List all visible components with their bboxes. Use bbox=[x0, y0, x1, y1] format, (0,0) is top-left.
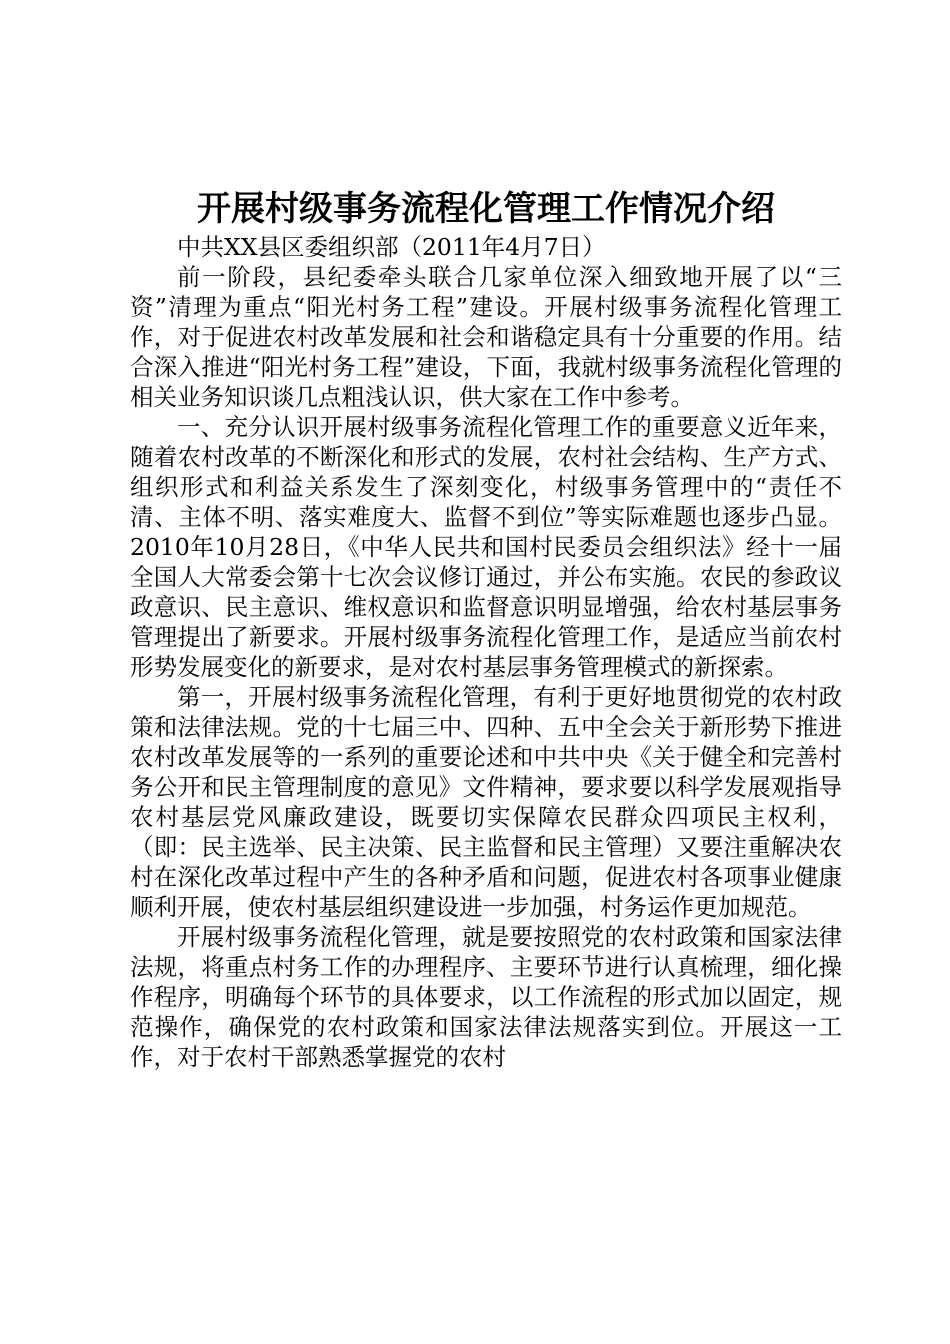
document-title: 开展村级事务流程化管理工作情况介绍 bbox=[197, 189, 775, 229]
paragraph-process-management: 开展村级事务流程化管理，就是要按照党的农村政策和国家法律法规，将重点村务工作的办理程序、主要环节进行认真梳理，细化操作程序，明确每个环节的具体要求，以工作流程的形式加以固定，规范操作，确保党的农村政策和国家法律法规落实到位。开展这一工作，对于农村干部熟悉掌握党的农村 bbox=[130, 923, 842, 1071]
byline: 中共XX县区委组织部（2011年4月7日） bbox=[177, 233, 606, 261]
document-page bbox=[130, 0, 842, 1344]
document-body bbox=[130, 232, 842, 1072]
paragraph-section-one: 一、充分认识开展村级事务流程化管理工作的重要意义近年来，随着农村改革的不断深化和形式的发展，农村社会结构、生产方式、组织形式和利益关系发生了深刻变化，村级事务管理中的“责任不清、主体不明、落实难度大、监督不到位”等实际难题也逐步凸显。2010年10月28日，《中华人民共和国村民委员会组织法》经十一届全国人大常委会第十七次会议修订通过，并公布实施。农民的参政议政意识、民主意识、维权意识和监督意识明显增强，给农村基层事务管理提出了新要求。开展村级事务流程化管理工作，是适应当前农村形势发展变化的新要求，是对农村基层事务管理模式的新探索。 bbox=[130, 413, 842, 681]
paragraph-first-point: 第一，开展村级事务流程化管理，有利于更好地贯彻党的农村政策和法律法规。党的十七届三中、四种、五中全会关于新形势下推进农村改革发展等的一系列的重要论述和中共中央《关于健全和完善村务公开和民主管理制度的意见》文件精神，要求要以科学发展观指导农村基层党风廉政建设，既要切实保障农民群众四项民主权利，（即：民主选举、民主决策、民主监督和民主管理）又要注重解决农村在深化改革过程中产生的各种矛盾和问题，促进农村各项事业健康顺利开展，使农村基层组织建设进一步加强，村务运作更加规范。 bbox=[130, 683, 842, 921]
paragraph-intro: 前一阶段，县纪委牵头联合几家单位深入细致地开展了以“三资”清理为重点“阳光村务工程”建设。开展村级事务流程化管理工作，对于促进农村改革发展和社会和谐稳定具有十分重要的作用。结合深入推进“阳光村务工程”建设，下面，我就村级事务流程化管理的相关业务知识谈几点粗浅认识，供大家在工作中参考。 bbox=[130, 263, 842, 411]
